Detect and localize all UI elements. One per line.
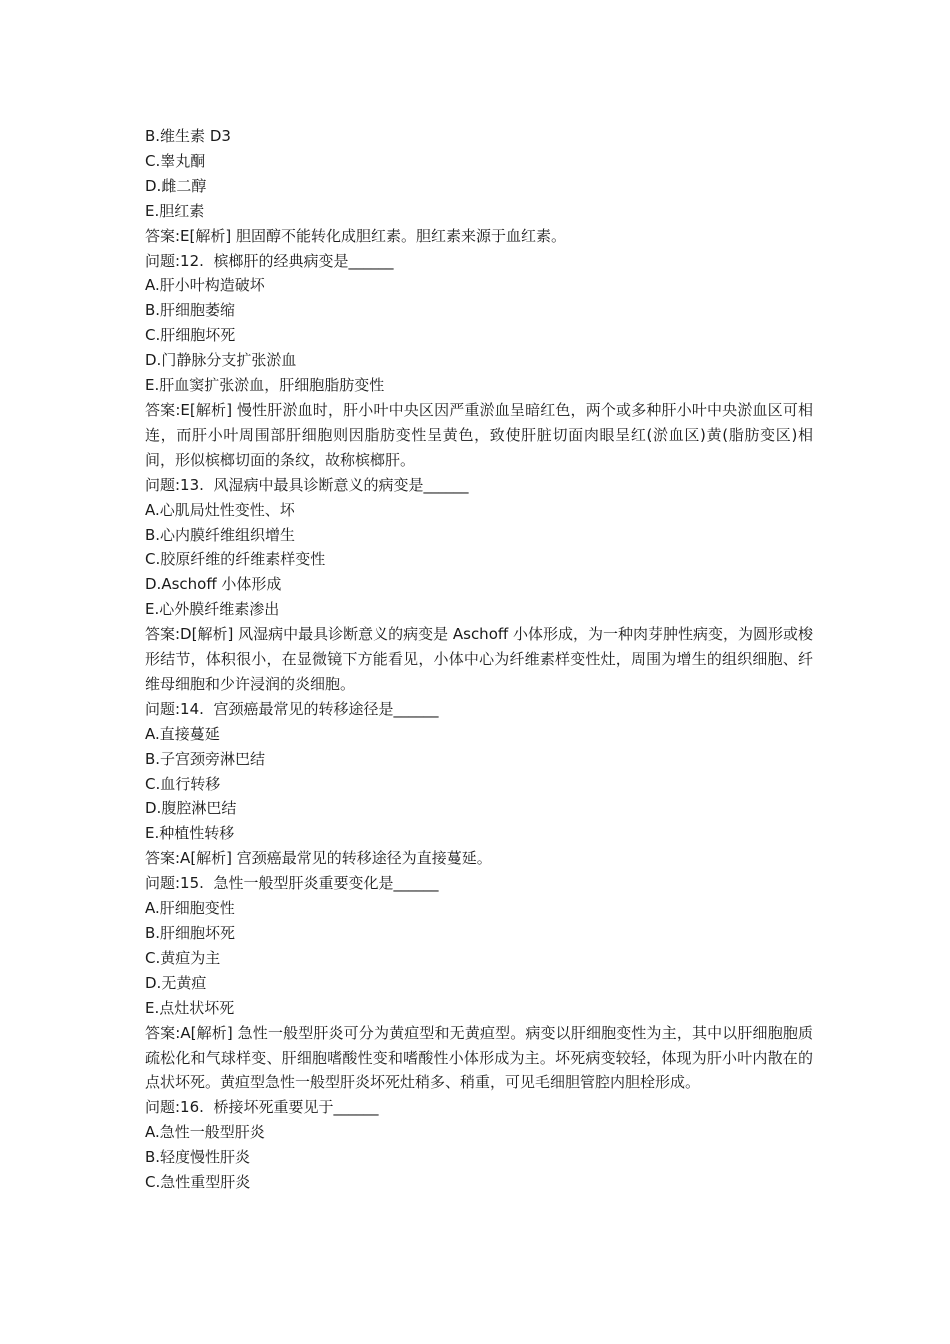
option-line: D.腹腔淋巴结 [145, 799, 237, 818]
document-body [145, 124, 813, 1195]
question-line: 问题:14. 宫颈癌最常见的转移途径是______ [145, 699, 439, 718]
option-line: C.睾丸酮 [145, 151, 206, 170]
option-line: E.种植性转移 [145, 824, 235, 843]
option-line: B.心内膜纤维组织增生 [145, 525, 296, 544]
option-line: A.肝细胞变性 [145, 899, 235, 918]
option-line: B.维生素 D3 [145, 127, 231, 145]
option-line: C.黄疸为主 [145, 948, 221, 967]
option-line: E.肝血窦扩张淤血，肝细胞脂肪变性 [145, 376, 385, 395]
option-line: E.心外膜纤维素渗出 [145, 600, 280, 619]
option-line: E.胆红素 [145, 201, 205, 220]
answer-explanation: 答案:E[解析] 胆固醇不能转化成胆红素。胆红素来源于血红素。 [145, 226, 567, 245]
answer-explanation: 答案:D[解析] 风湿病中最具诊断意义的病变是 Aschoff 小体形成，为一种肉芽肿性病变，为圆形或梭形结节，体积很小，在显微镜下方能看见，小体中心为纤维素样变性灶，周围为增生的组织细胞、纤维母细胞和少许浸润的炎细胞。 [145, 625, 813, 693]
option-line: B.子宫颈旁淋巴结 [145, 749, 266, 768]
option-line: A.直接蔓延 [145, 724, 220, 743]
option-line: A.急性一般型肝炎 [145, 1123, 265, 1142]
answer-explanation: 答案:A[解析] 宫颈癌最常见的转移途径为直接蔓延。 [145, 849, 492, 868]
answer-explanation: 答案:E[解析] 慢性肝淤血时，肝小叶中央区因严重淤血呈暗红色，两个或多种肝小叶中央淤血区可相连，而肝小叶周围部肝细胞则因脂肪变性呈黄色，致使肝脏切面肉眼呈红(淤血区)黄(脂肪变区)相间，形似槟榔切面的条纹，故称槟榔肝。 [145, 400, 813, 469]
answer-explanation: 答案:A[解析] 急性一般型肝炎可分为黄疸型和无黄疸型。病变以肝细胞变性为主，其中以肝细胞胞质疏松化和气球样变、肝细胞嗜酸性变和嗜酸性小体形成为主。坏死病变较轻，体现为肝小叶内散在的点状坏死。黄疸型急性一般型肝炎坏死灶稍多、稍重，可见毛细胆管腔内胆栓形成。 [145, 1023, 813, 1092]
option-line: D.门静脉分支扩张淤血 [145, 351, 297, 370]
option-line: E.点灶状坏死 [145, 998, 235, 1017]
question-line: 问题:13. 风湿病中最具诊断意义的病变是______ [145, 475, 469, 494]
option-line: C.急性重型肝炎 [145, 1173, 251, 1192]
option-line: D.无黄疸 [145, 973, 207, 992]
question-line: 问题:12. 槟榔肝的经典病变是______ [145, 251, 394, 270]
option-line: D.雌二醇 [145, 176, 207, 195]
option-line: B.肝细胞萎缩 [145, 301, 236, 320]
option-line: B.肝细胞坏死 [145, 924, 236, 942]
option-line: C.胶原纤维的纤维素样变性 [145, 550, 326, 569]
option-line: C.肝细胞坏死 [145, 326, 236, 345]
question-line: 问题:15. 急性一般型肝炎重要变化是______ [145, 874, 439, 893]
option-line: A.心肌局灶性变性、坏 [145, 500, 295, 519]
option-line: B.轻度慢性肝炎 [145, 1148, 251, 1167]
option-line: A.肝小叶构造破坏 [145, 276, 265, 295]
option-line: D.Aschoff 小体形成 [145, 575, 282, 594]
option-line: C.血行转移 [145, 774, 221, 793]
question-line: 问题:16. 桥接坏死重要见于______ [145, 1098, 379, 1117]
